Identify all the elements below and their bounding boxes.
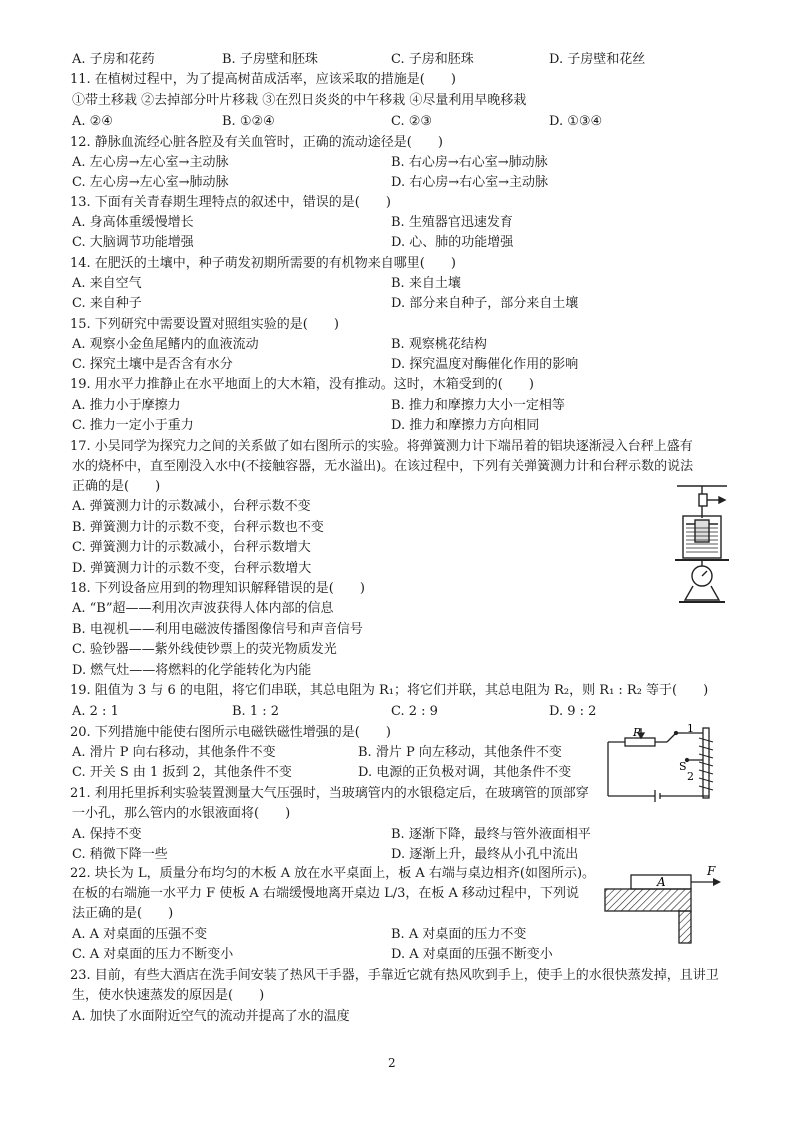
q22-option-d: D. A 对桌面的压强不断变小 (391, 947, 553, 962)
q12-option-d: D. 右心房→右心室→主动脉 (391, 175, 549, 190)
q11-option-d: D. ①③④ (549, 114, 603, 129)
contact-2-label: 2 (687, 770, 694, 783)
q11-option-a: A. ②④ (72, 114, 113, 129)
q15-option-b: B. 观察桃花结构 (391, 337, 487, 352)
q20-option-d: D. 电源的正负极对调，其他条件不变 (358, 765, 572, 780)
q12-stem: 12. 静脉血流经心脏各腔及有关血管时，正确的流动途径是( ) (70, 135, 443, 150)
q18-option-d: D. 燃气灶——将燃料的化学能转化为内能 (72, 663, 312, 678)
q14-option-b: B. 来自土壤 (391, 276, 461, 291)
q22-option-b: B. A 对桌面的压力不变 (391, 927, 527, 942)
q16-option-d: D. 推力和摩擦力方向相同 (391, 418, 540, 433)
q19-option-c: C. 2 : 9 (391, 704, 438, 719)
q18-stem: 18. 下列设备应用到的物理知识解释错误的是( ) (70, 581, 365, 596)
q13-stem: 13. 下面有关青春期生理特点的叙述中，错误的是( ) (70, 195, 391, 210)
q12-option-c: C. 左心房→左心室→肺动脉 (72, 175, 229, 190)
q23-stem-line2: 生，使水快速蒸发的原因是( ) (72, 988, 265, 1003)
q14-option-a: A. 来自空气 (72, 276, 142, 291)
q21-option-c: C. 稍微下降一些 (72, 847, 168, 862)
force-f-label: F (707, 865, 716, 878)
q13-option-a: A. 身高体重缓慢增长 (72, 215, 194, 230)
q18-option-a: A. “B”超——利用次声波获得人体内部的信息 (72, 601, 334, 616)
q12-option-b: B. 右心房→右心室→肺动脉 (391, 155, 548, 170)
q21-option-a: A. 保持不变 (72, 827, 142, 842)
q21-option-d: D. 逐渐上升，最终从小孔中流出 (391, 847, 579, 862)
q17-option-a: A. 弹簧测力计的示数减小，台秤示数不变 (72, 499, 311, 514)
q15-option-d: D. 探究温度对酶催化作用的影响 (391, 357, 579, 372)
q15-option-c: C. 探究土壤中是否含有水分 (72, 357, 233, 372)
q17-option-c: C. 弹簧测力计的示数减小，台秤示数增大 (72, 540, 311, 555)
q22-stem-line3: 法正确的是( ) (72, 906, 174, 921)
q10-option-d: D. 子房壁和花丝 (549, 52, 646, 67)
q11-option-b: B. ①②④ (222, 114, 275, 129)
q22-stem-line2: 在板的右端施一水平力 F 使板 A 右端缓慢地离开桌边 L/3，在板 A 移动过程中，下列说 (72, 886, 580, 901)
q17-option-d: D. 弹簧测力计的示数不变，台秤示数增大 (72, 561, 312, 576)
q19-option-a: A. 2 : 1 (72, 704, 119, 719)
spring-scale-balance-figure (655, 478, 740, 618)
q16-stem: 19. 用水平力推静止在水平地面上的大木箱，没有推动。这时，木箱受到的( ) (70, 377, 534, 392)
q17-stem-line1: 17. 小吴同学为探究力之间的关系做了如右图所示的实验。将弹簧测力计下端吊着的铝块逐渐浸入台秤上盛有 (70, 439, 693, 454)
page-number: 2 (388, 1056, 396, 1070)
q18-option-b: B. 电视机——利用电磁波传播图像信号和声音信号 (72, 622, 363, 637)
q21-stem-line1: 21. 利用托里拆利实验装置测量大气压强时，当玻璃管内的水银稳定后，在玻璃管的顶部穿 (70, 786, 589, 801)
q10-option-c: C. 子房和胚珠 (391, 52, 474, 67)
q10-option-a: A. 子房和花药 (72, 52, 155, 67)
q22-stem-line1: 22. 块长为 L，质量分布均匀的木板 A 放在水平桌面上，板 A 右端与桌边相齐(如图所示)。 (70, 866, 596, 881)
q10-option-b: B. 子房壁和胚珠 (222, 52, 318, 67)
q17-option-b: B. 弹簧测力计的示数不变，台秤示数也不变 (72, 520, 324, 535)
q20-stem: 20. 下列措施中能使右图所示电磁铁磁性增强的是( ) (70, 725, 391, 740)
board-on-table-figure (603, 865, 728, 947)
slider-p-label: P (633, 726, 641, 739)
q21-option-b: B. 逐渐下降，最终与管外液面相平 (391, 827, 591, 842)
switch-s-label: S (679, 760, 687, 773)
q16-option-c: C. 推力一定小于重力 (72, 418, 194, 433)
q13-option-c: C. 大脑调节功能增强 (72, 235, 194, 250)
q23-stem-line1: 23. 目前，有些大酒店在洗手间安装了热风干手器，手靠近它就有热风吹到手上，使手上的水很快蒸发掉，且讲卫 (70, 968, 719, 983)
q23-option-a: A. 加快了水面附近空气的流动并提高了水的温度 (72, 1009, 350, 1024)
q22-option-c: C. A 对桌面的压力不断变小 (72, 947, 234, 962)
q15-option-a: A. 观察小金鱼尾鳍内的血液流动 (72, 337, 259, 352)
board-a-label: A (657, 875, 666, 889)
q22-option-a: A. A 对桌面的压强不变 (72, 927, 208, 942)
contact-1-label: 1 (687, 724, 694, 735)
q16-option-a: A. 推力小于摩擦力 (72, 398, 181, 413)
q11-option-c: C. ②③ (391, 114, 433, 129)
q13-option-d: D. 心、肺的功能增强 (391, 235, 514, 250)
q20-option-c: C. 开关 S 由 1 扳到 2，其他条件不变 (72, 765, 292, 780)
q21-stem-line2: 一小孔，那么管内的水银液面将( ) (72, 806, 291, 821)
q19-stem: 19. 阻值为 3 与 6 的电阻，将它们串联，其总电阻为 R₁；将它们并联，其总电阻为 R₂，则 R₁ : R₂ 等于( ) (70, 683, 709, 698)
q19-option-b: B. 1 : 2 (232, 704, 280, 719)
q20-option-a: A. 滑片 P 向右移动，其他条件不变 (72, 745, 276, 760)
q14-option-d: D. 部分来自种子，部分来自土壤 (391, 296, 579, 311)
q11-statements: ①带土移栽 ②去掉部分叶片移栽 ③在烈日炎炎的中午移栽 ④尽量利用早晚移栽 (72, 93, 527, 108)
q15-stem: 15. 下列研究中需要设置对照组实验的是( ) (70, 317, 339, 332)
q19-option-d: D. 9 : 2 (549, 704, 597, 719)
q13-option-b: B. 生殖器官迅速发育 (391, 215, 513, 230)
q14-option-c: C. 来自种子 (72, 296, 142, 311)
q11-stem: 11. 在植树过程中，为了提高树苗成活率，应该采取的措施是( ) (70, 72, 456, 87)
q14-stem: 14. 在肥沃的土壤中，种子萌发初期所需要的有机物来自哪里( ) (70, 256, 456, 271)
q18-option-c: C. 验钞器——紫外线使钞票上的荧光物质发光 (72, 642, 337, 657)
q20-option-b: B. 滑片 P 向左移动，其他条件不变 (358, 745, 562, 760)
q12-option-a: A. 左心房→左心室→主动脉 (72, 155, 229, 170)
q17-stem-line3: 正确的是( ) (72, 479, 161, 494)
q17-stem-line2: 水的烧杯中，直至刚没入水中(不接触容器，无水溢出)。在该过程中，下列有关弹簧测力计和台秤示数的说法 (72, 459, 694, 474)
q16-option-b: B. 推力和摩擦力大小一定相等 (391, 398, 565, 413)
